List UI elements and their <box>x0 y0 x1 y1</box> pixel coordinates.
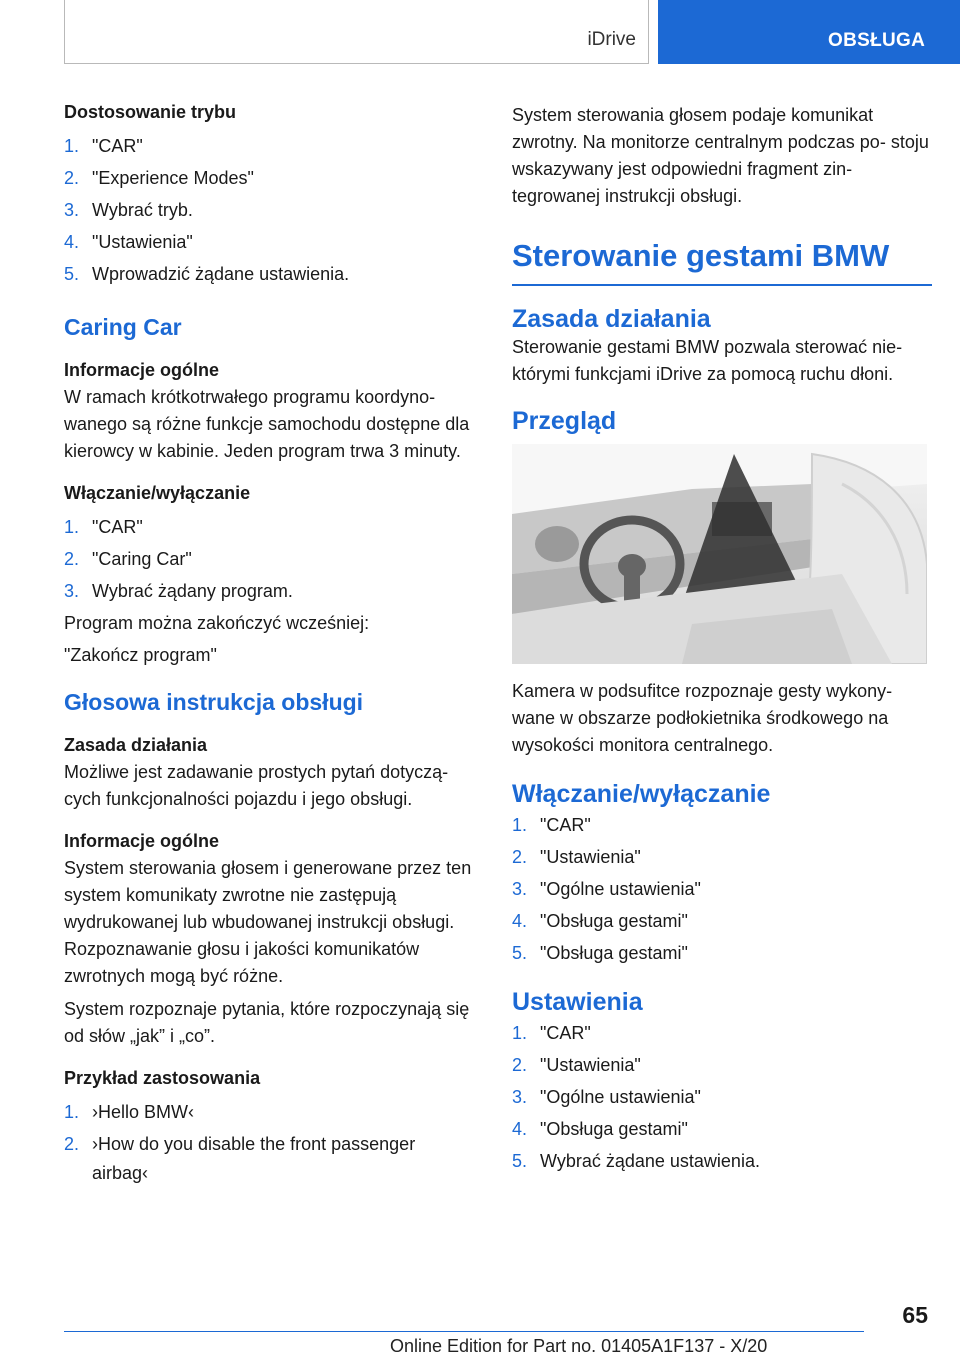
right-column <box>512 102 932 1177</box>
caring-toggle-heading: Włączanie/wyłączanie <box>64 483 251 503</box>
list-item: 2. "Caring Car" <box>64 549 192 569</box>
caring-info-text: W ramach krótkotrwałego programu koordyno- wanego są różne funkcje samochodu dostępne dla kierowcy w kabinie. Jeden program trwa 3 minuty. <box>64 387 470 461</box>
heading-rule <box>512 284 932 286</box>
list-item: 3. Wybrać żądany program. <box>64 581 293 601</box>
list-item: 4. "Obsługa gestami" <box>512 1119 688 1139</box>
voice-info-text-1: System sterowania głosem i generowane przez ten system komunikaty zwrotne nie zastępują wydrukowanej lub wbudowanej instrukcji obsługi. Rozpoznawanie głosu i jakości komunikatów zwrotnych mogą być różne. <box>64 858 472 986</box>
list-item: 5. Wybrać żądane ustawienia. <box>512 1151 760 1171</box>
caring-end-text: Program można zakończyć wcześniej: <box>64 613 370 633</box>
list-item: 2. "Experience Modes" <box>64 168 254 188</box>
voice-info-text-2: System rozpoznaje pytania, które rozpoczynają się od słów „jak” i „co”. <box>64 999 470 1046</box>
footer-rule <box>64 1331 864 1332</box>
caring-info-heading: Informacje ogólne <box>64 360 220 380</box>
list-item: 1. "CAR" <box>64 136 143 156</box>
list-item: 4. "Obsługa gestami" <box>512 911 688 931</box>
overview-heading: Przegląd <box>512 407 617 435</box>
list-item: 1. "CAR" <box>64 517 143 537</box>
list-item: 2. "Ustawienia" <box>512 847 641 867</box>
voice-manual-heading: Głosowa instrukcja obsługi <box>64 689 364 715</box>
gesture-principle-text: Sterowanie gestami BMW pozwala sterować nie- którymi funkcjami iDrive za pomocą ruchu dłoni. <box>512 337 903 384</box>
gesture-toggle-steps <box>512 809 932 969</box>
left-column <box>64 100 484 1186</box>
voice-principle-text: Możliwe jest zadawanie prostych pytań dotyczą- cych funkcjonalności pojazdu i jego obsługi. <box>64 762 449 809</box>
photo-caption: Kamera w podsufitce rozpoznaje gesty wykony- wane w obszarze podłokietnika środkowego na wysokości monitora centralnego. <box>512 681 893 755</box>
list-item: 1. "CAR" <box>512 815 591 835</box>
list-item: 3. "Ogólne ustawienia" <box>512 879 701 899</box>
list-item: 4. "Ustawienia" <box>64 232 193 252</box>
gesture-principle-heading: Zasada działania <box>512 305 711 333</box>
settings-steps <box>512 1017 932 1177</box>
list-item: 3. "Ogólne ustawienia" <box>512 1087 701 1107</box>
page-number: 65 <box>902 1302 928 1328</box>
caring-car-heading: Caring Car <box>64 314 182 340</box>
list-item: 3. Wybrać tryb. <box>64 200 193 220</box>
header-section-label: iDrive <box>587 29 636 50</box>
list-item: 2. ›How do you disable the front passenger airbag‹ <box>64 1134 416 1183</box>
settings-heading: Ustawienia <box>512 988 643 1016</box>
list-item: 2. "Ustawienia" <box>512 1055 641 1075</box>
mode-steps <box>64 130 484 290</box>
caring-steps <box>64 511 484 607</box>
gesture-control-heading: Sterowanie gestami BMW <box>512 238 890 273</box>
list-item: 5. Wprowadzić żądane ustawienia. <box>64 264 350 284</box>
header-chapter-tab <box>658 0 960 64</box>
list-item: 5. "Obsługa gestami" <box>512 943 688 963</box>
gesture-toggle-heading: Włączanie/wyłączanie <box>512 780 771 808</box>
gesture-camera-illustration <box>512 444 927 664</box>
example-heading: Przykład zastosowania <box>64 1068 261 1088</box>
caring-end-option: "Zakończ program" <box>64 645 217 665</box>
footer-edition: Online Edition for Part no. 01405A1F137 - X/20 <box>390 1336 768 1356</box>
header-section-box <box>64 0 649 64</box>
voice-feedback-text: System sterowania głosem podaje komunikat zwrotny. Na monitorze centralnym podczas po- stoju wskazywany jest odpowiedni fragment zin- tegrowanej instrukcji obsługi. <box>512 105 929 206</box>
header-chapter-label: OBSŁUGA <box>828 30 926 51</box>
voice-info-heading: Informacje ogólne <box>64 831 220 851</box>
mode-heading: Dostosowanie trybu <box>64 102 237 122</box>
list-item: 1. "CAR" <box>512 1023 591 1043</box>
car-interior-illustration <box>512 444 927 664</box>
voice-principle-heading: Zasada działania <box>64 735 208 755</box>
example-steps <box>64 1096 484 1186</box>
list-item: 1. ›Hello BMW‹ <box>64 1102 194 1122</box>
